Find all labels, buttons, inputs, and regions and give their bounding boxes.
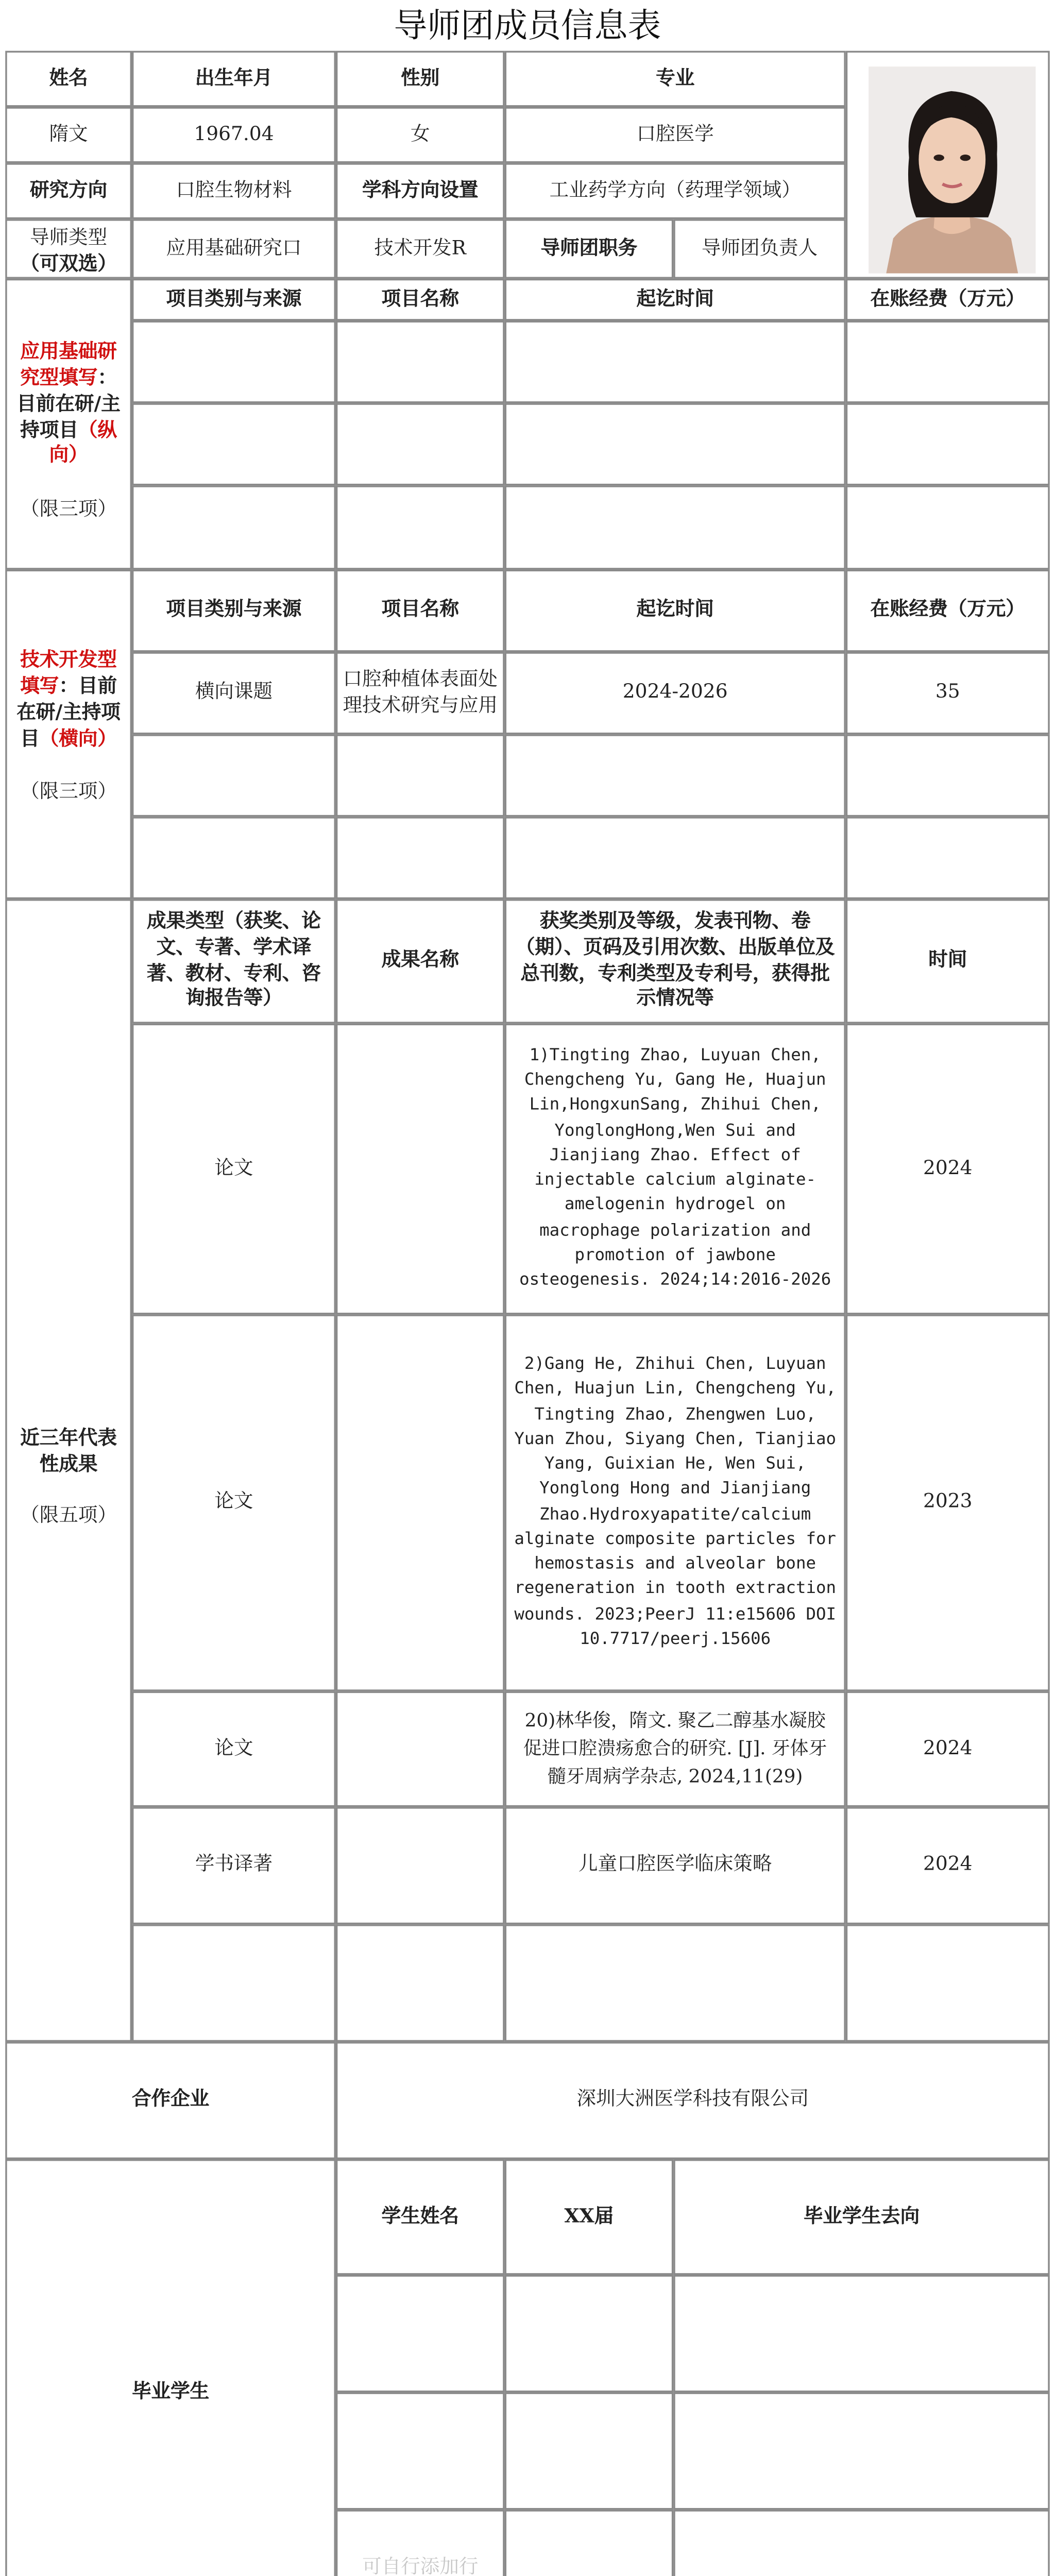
portrait-photo <box>846 51 1050 279</box>
graduate-row-3-class[interactable] <box>505 2510 674 2576</box>
techdev-row-1-category[interactable]: 横向课题 <box>132 652 336 734</box>
achievement-row-2-detail[interactable]: 2)Gang He, Zhihui Chen, Luyuan Chen, Huajun Lin, Chengcheng Yu, Tingting Zhao, Zhengwen Luo, Yuan Zhou, Siyang Chen, Tianjiao Yang, Guixian He, Wen Sui, Yonglong Hong and Jianjiang Zhao.Hydroxyapatite/calcium alginate composite particles for hemostasis and alveolar bone regeneration in tooth extraction wounds. 2023;PeerJ 11:e15606 DOI 10.7717/peerj.15606 <box>505 1314 846 1691</box>
achievements-header-detail: 获奖类别及等级，发表刊物、卷（期）、页码及引用次数、出版单位及总刊数，专利类型及专利号，获得批示情况等 <box>505 899 846 1024</box>
gender-label: 性别 <box>336 51 505 107</box>
mentor-type-option-techdev: 技术开发R <box>336 219 505 279</box>
research-value: 口腔生物材料 <box>132 163 336 219</box>
techdev-label-red-2: 写 <box>39 674 59 698</box>
name-label: 姓名 <box>5 51 132 107</box>
techdev-header-funding: 在账经费（万元） <box>846 570 1050 652</box>
page-title: 导师团成员信息表 <box>394 7 661 46</box>
achievement-row-5-name[interactable] <box>336 1924 505 2042</box>
applied-label-black: 目前在研/主持项目 <box>16 392 121 441</box>
mentor-type-label <box>5 219 132 279</box>
team-role-label: 导师团职务 <box>505 219 674 279</box>
applied-row-3-period[interactable] <box>505 485 846 569</box>
major-value: 口腔医学 <box>505 107 846 163</box>
achievement-row-5-detail[interactable] <box>505 1924 846 2042</box>
applied-header-funding: 在账经费（万元） <box>846 279 1050 321</box>
applied-row-3-funding[interactable] <box>846 485 1050 569</box>
applied-row-2-name[interactable] <box>336 403 505 485</box>
applied-row-1-period[interactable] <box>505 321 846 403</box>
achievement-row-1-year[interactable]: 2024 <box>846 1024 1050 1315</box>
gender-value: 女 <box>336 107 505 163</box>
graduates-header-destination: 毕业学生去向 <box>673 2159 1049 2275</box>
achievement-row-2-type[interactable]: 论文 <box>132 1314 336 1691</box>
applied-row-1-name[interactable] <box>336 321 505 403</box>
applied-label-red-2: 型填写 <box>39 366 98 389</box>
mentor-type-option-applied: 应用基础研究口 <box>132 219 336 279</box>
applied-row-2-category[interactable] <box>132 403 336 485</box>
techdev-row-1-name[interactable]: 口腔种植体表面处理技术研究与应用 <box>336 652 505 734</box>
cooperation-label: 合作企业 <box>5 2042 336 2159</box>
graduate-row-1-destination[interactable] <box>673 2275 1049 2393</box>
achievements-limit: （限五项） <box>20 1503 117 1526</box>
achievement-row-4-name[interactable] <box>336 1807 505 1924</box>
cooperation-value[interactable]: 深圳大洲医学科技有限公司 <box>336 2042 1050 2159</box>
graduate-add-row-hint[interactable]: 可自行添加行 <box>336 2510 505 2576</box>
mentor-type-label-line1: 导师类型 <box>30 226 108 249</box>
achievement-row-3-type[interactable]: 论文 <box>132 1691 336 1807</box>
techdev-row-1-period[interactable]: 2024-2026 <box>505 652 846 734</box>
techdev-row-2-category[interactable] <box>132 734 336 817</box>
graduates-header-class: XX届 <box>505 2159 674 2275</box>
achievement-row-2-year[interactable]: 2023 <box>846 1314 1050 1691</box>
research-label: 研究方向 <box>5 163 132 219</box>
achievements-header-name: 成果名称 <box>336 899 505 1024</box>
applied-row-2-funding[interactable] <box>846 403 1050 485</box>
techdev-row-3-period[interactable] <box>505 817 846 899</box>
birth-label: 出生年月 <box>132 51 336 107</box>
achievement-row-5-type[interactable] <box>132 1924 336 2042</box>
techdev-row-2-period[interactable] <box>505 734 846 817</box>
team-role-value: 导师团负责人 <box>673 219 846 279</box>
techdev-row-2-name[interactable] <box>336 734 505 817</box>
mentor-type-label-line2: （可双选） <box>20 252 117 275</box>
techdev-row-3-name[interactable] <box>336 817 505 899</box>
achievement-row-4-type[interactable]: 学书译著 <box>132 1807 336 1924</box>
techdev-row-1-funding[interactable]: 35 <box>846 652 1050 734</box>
techdev-row-2-funding[interactable] <box>846 734 1050 817</box>
graduate-row-2-class[interactable] <box>505 2392 674 2510</box>
techdev-limit: （限三项） <box>20 781 117 804</box>
techdev-label-red-1: 技术开发型填 <box>20 648 117 698</box>
techdev-label-black: 目前在研/主持项目 <box>16 674 121 750</box>
graduate-row-2-destination[interactable] <box>673 2392 1049 2510</box>
graduate-row-2-name[interactable] <box>336 2392 505 2510</box>
achievement-row-1-name[interactable] <box>336 1024 505 1315</box>
graduates-header-name: 学生姓名 <box>336 2159 505 2275</box>
discipline-value: 工业药学方向（药理学领域） <box>505 163 846 219</box>
techdev-label-red-3: （横向） <box>39 726 117 750</box>
applied-section-label <box>5 279 132 570</box>
achievement-row-3-detail[interactable]: 20)林华俊，隋文. 聚乙二醇基水凝胶促进口腔溃疡愈合的研究. [J]. 牙体牙髓牙周病学杂志, 2024,11(29) <box>505 1691 846 1807</box>
techdev-section-label <box>5 570 132 900</box>
applied-label-colon: ： <box>97 366 117 389</box>
name-value: 隋文 <box>5 107 132 163</box>
major-label: 专业 <box>505 51 846 107</box>
achievement-row-5-year[interactable] <box>846 1924 1050 2042</box>
applied-header-category: 项目类别与来源 <box>132 279 336 321</box>
techdev-row-3-funding[interactable] <box>846 817 1050 899</box>
techdev-row-3-category[interactable] <box>132 817 336 899</box>
techdev-label-colon: ： <box>59 674 78 698</box>
applied-label-red-1: 应用基础研究 <box>20 340 117 389</box>
techdev-header-name: 项目名称 <box>336 570 505 652</box>
applied-header-name: 项目名称 <box>336 279 505 321</box>
applied-row-3-category[interactable] <box>132 485 336 569</box>
applied-header-period: 起讫时间 <box>505 279 846 321</box>
techdev-header-period: 起讫时间 <box>505 570 846 652</box>
applied-row-1-funding[interactable] <box>846 321 1050 403</box>
achievement-row-4-year[interactable]: 2024 <box>846 1807 1050 1924</box>
applied-row-2-period[interactable] <box>505 403 846 485</box>
applied-row-1-category[interactable] <box>132 321 336 403</box>
achievement-row-3-year[interactable]: 2024 <box>846 1691 1050 1807</box>
graduate-row-1-class[interactable] <box>505 2275 674 2393</box>
achievements-label: 近三年代表性成果 <box>20 1427 117 1476</box>
achievement-row-1-type[interactable]: 论文 <box>132 1024 336 1315</box>
achievement-row-2-name[interactable] <box>336 1314 505 1691</box>
achievements-header-type: 成果类型（获奖、论文、专著、学术译著、教材、专利、咨询报告等） <box>132 899 336 1024</box>
portrait-photo-icon <box>869 66 1035 273</box>
achievement-row-1-detail[interactable]: 1)Tingting Zhao, Luyuan Chen, Chengcheng Yu, Gang He, Huajun Lin,HongxunSang, Zhihui Chen, YonglongHong,Wen Sui and Jianjiang Zhao. Effect of injectable calcium alginate-amelogenin hydrogel on macrophage polarization and promotion of jawbone osteogenesis. 2024;14:2016-2026 <box>505 1024 846 1315</box>
graduates-label: 毕业学生 <box>5 2159 336 2576</box>
graduate-row-1-name[interactable] <box>336 2275 505 2393</box>
techdev-header-category: 项目类别与来源 <box>132 570 336 652</box>
graduate-row-3-destination[interactable] <box>673 2510 1049 2576</box>
achievement-row-3-name[interactable] <box>336 1691 505 1807</box>
achievements-header-year: 时间 <box>846 899 1050 1024</box>
birth-value: 1967.04 <box>132 107 336 163</box>
applied-label-red-3: （纵向） <box>49 418 117 467</box>
applied-row-3-name[interactable] <box>336 485 505 569</box>
discipline-label: 学科方向设置 <box>336 163 505 219</box>
achievement-row-4-detail[interactable]: 儿童口腔医学临床策略 <box>505 1807 846 1924</box>
achievements-section-label <box>5 899 132 2042</box>
applied-limit: （限三项） <box>20 498 117 521</box>
